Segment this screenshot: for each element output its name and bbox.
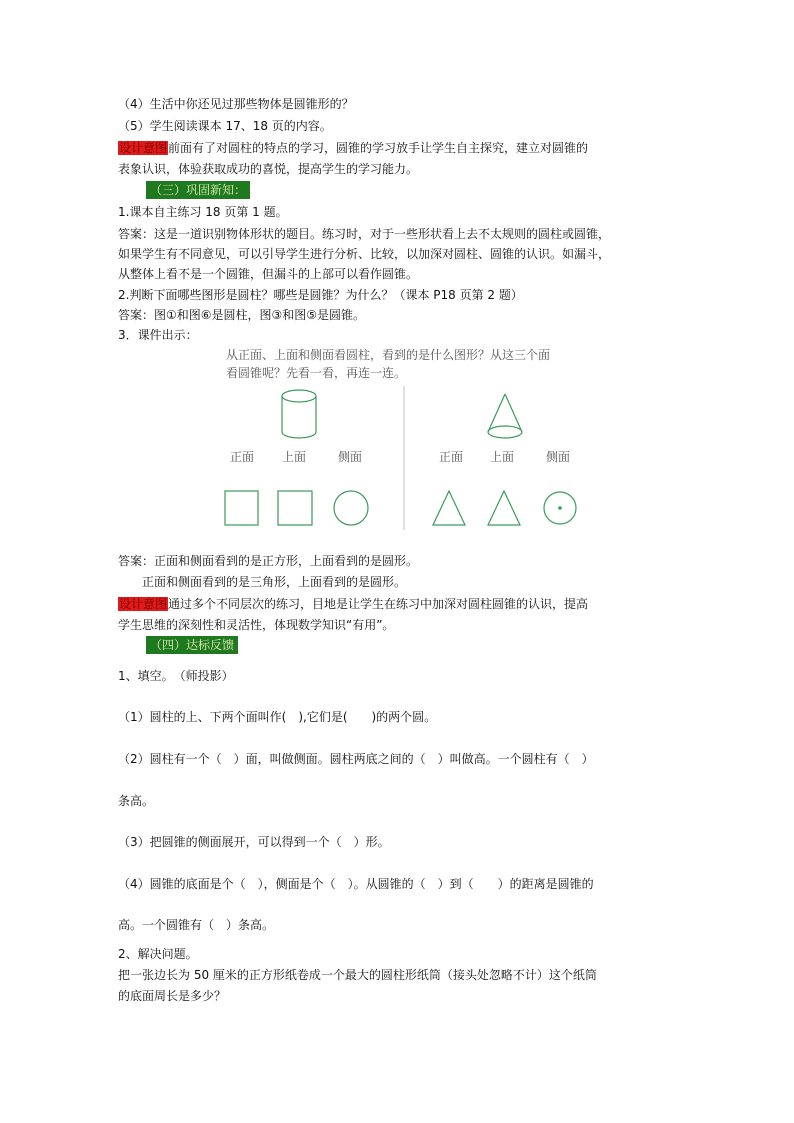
design-tag: 设计意图 — [119, 141, 168, 155]
answer-3b: 正面和侧面看到的是三角形，上面看到的是圆形。 — [142, 575, 407, 589]
section-tag: （三）巩固新知： — [146, 181, 250, 199]
cylinder-side-circle — [334, 491, 368, 525]
answer-1a: 答案：这是一道识别物体形状的题目。练习时，对于一些形状看上去不太规则的圆柱或圆锥， — [118, 227, 611, 241]
label-right-side: 侧面 — [546, 450, 571, 464]
answer-1c: 从整体上看不是一个圆锥，但漏斗的上部可以看作圆锥。 — [118, 267, 419, 281]
figure-drawing — [220, 342, 580, 532]
design-intent-2 — [118, 596, 588, 612]
answer-3a: 答案：正面和侧面看到的是正方形，上面看到的是圆形。 — [118, 554, 419, 568]
label-left-side: 侧面 — [338, 450, 363, 464]
question-1-4a: （4）圆锥的底面是个（ ），侧面是个（ ）。从圆锥的（ ）到（ ）的距离是圆锥的 — [118, 877, 594, 891]
three-views-figure — [220, 342, 580, 532]
question-1-4b: 高。一个圆锥有（ ）条高。 — [118, 918, 275, 932]
figure-prompt-2: 看圆锥呢？先看一看，再连一连。 — [226, 366, 407, 380]
question-1-3: （3）把圆锥的侧面展开，可以得到一个（ ）形。 — [118, 835, 390, 849]
section-3-heading — [146, 181, 250, 199]
design-tag-2: 设计意图 — [119, 597, 168, 611]
cylinder-top-square — [278, 491, 312, 525]
question-2: 2、解决问题。 — [118, 947, 198, 961]
label-left-front: 正面 — [230, 450, 255, 464]
question-1-2b: 条高。 — [118, 794, 155, 808]
section-4-heading — [146, 636, 238, 654]
question-2-b: 的底面周长是多少？ — [118, 989, 227, 1003]
label-right-front: 正面 — [439, 450, 464, 464]
question-1: 1、填空。 （师投影） — [118, 669, 234, 683]
design-intent-2b: 学生思维的深刻性和灵活性，体现数学知识“有用”。 — [118, 618, 395, 632]
question-1-1: （1）圆柱的上、下两个面叫作( ),它们是( )的两个圆。 — [118, 710, 437, 724]
design-text: 前面有了对圆柱的特点的学习，圆锥的学习放手让学生自主探究，建立对圆锥的 — [168, 141, 589, 155]
question-2-a: 把一张边长为 50 厘米的正方形纸卷成一个最大的圆柱形纸筒（接头处忽略不计）这个纸筒 — [118, 968, 597, 982]
cone-base — [488, 426, 522, 438]
line-4: （4）生活中你还见过那些物体是圆锥形的？ — [118, 97, 354, 111]
design-intent-1b: 表象认识，体验获取成功的喜悦，提高学生的学习能力。 — [118, 162, 419, 176]
cylinder-bottom — [282, 432, 316, 438]
label-left-top: 上面 — [282, 450, 307, 464]
design-text-2: 通过多个不同层次的练习，目地是让学生在练习中加深对圆柱圆锥的认识，提高 — [168, 597, 589, 611]
cone-top-triangle — [488, 491, 520, 525]
section-tag-4: （四）达标反馈 — [146, 636, 238, 654]
design-intent-1 — [118, 140, 588, 156]
answer-2: 答案：图①和图⑥是圆柱，图③和图⑤是圆锥。 — [118, 308, 366, 322]
cone-side-dot — [559, 507, 561, 509]
exercise-3: 3．课件出示： — [118, 328, 198, 342]
cylinder-top — [282, 390, 316, 402]
cone-front-triangle — [433, 491, 465, 525]
label-right-top: 上面 — [490, 450, 515, 464]
answer-1b: 如果学生有不同意见，可以引导学生进行分析、比较，以加深对圆柱、圆锥的认识。如漏斗， — [118, 247, 611, 261]
exercise-2: 2.判断下面哪些图形是圆柱？哪些是圆锥？为什么？（课本 P18 页第 2 题） — [118, 288, 523, 302]
exercise-1: 1.课本自主练习 18 页第 1 题。 — [118, 205, 288, 219]
line-5: （5）学生阅读课本 17、18 页的内容。 — [118, 119, 332, 133]
question-1-2a: （2）圆柱有一个（ ）面，叫做侧面。圆柱两底之间的（ ）叫做高。一个圆柱有（ ） — [118, 752, 594, 766]
cylinder-front-square — [225, 491, 258, 525]
figure-prompt-1: 从正面、上面和侧面看圆柱，看到的是什么图形？从这三个面 — [226, 348, 551, 362]
